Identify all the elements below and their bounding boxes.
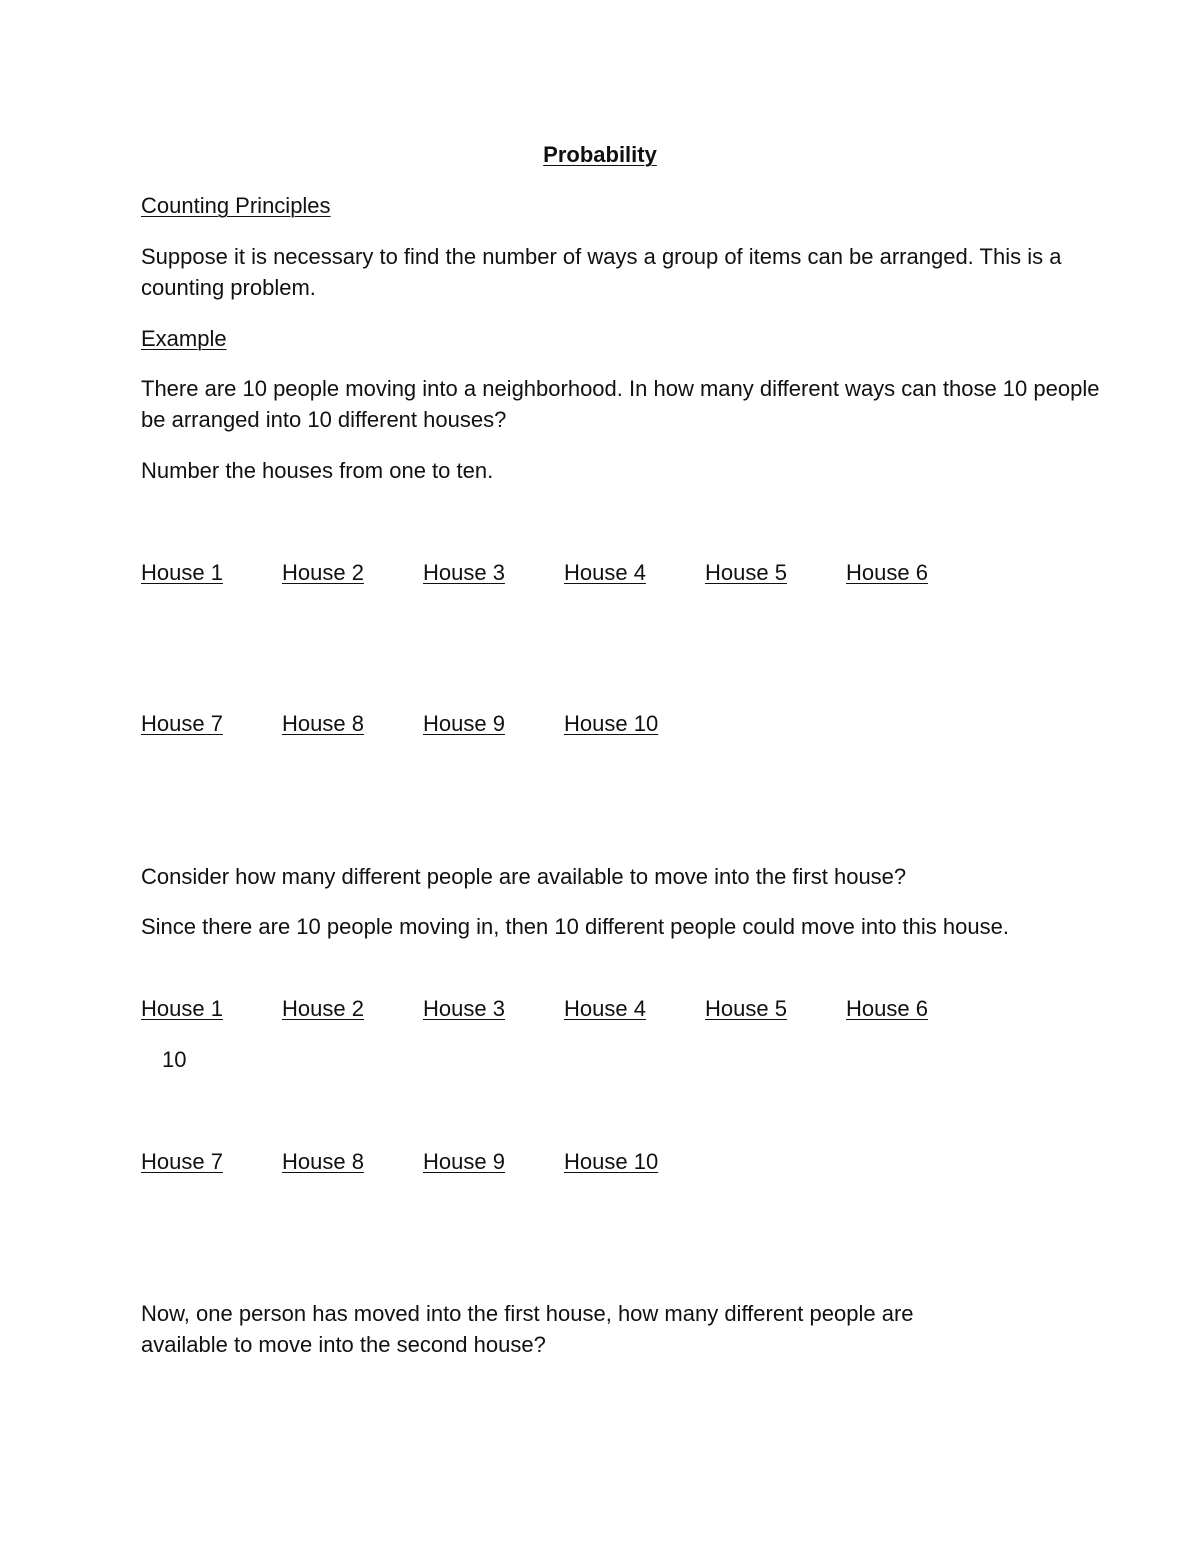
house-label: House 6 — [846, 560, 928, 585]
section-heading: Counting Principles — [141, 193, 331, 218]
house-label: House 2 — [282, 996, 364, 1021]
house-1-value: 10 — [162, 1047, 187, 1072]
example-heading: Example — [141, 326, 227, 351]
question-1: Consider how many different people are available to move into the first house? — [141, 864, 907, 889]
example-paragraph: There are 10 people moving into a neighborhood. In how many different ways can those 10 people be arranged into 10 different houses? — [141, 376, 1100, 432]
house-label: House 5 — [705, 996, 787, 1021]
house-label: House 2 — [282, 560, 364, 585]
house-label: House 10 — [564, 1149, 659, 1174]
house-label: House 3 — [423, 996, 505, 1021]
house-label: House 10 — [564, 711, 659, 736]
number-instruction: Number the houses from one to ten. — [141, 458, 494, 483]
house-label: House 1 — [141, 996, 223, 1021]
intro-paragraph: Suppose it is necessary to find the number of ways a group of items can be arranged. This is a counting problem. — [141, 244, 1062, 300]
house-label: House 9 — [423, 711, 505, 736]
house-label: House 8 — [282, 1149, 364, 1174]
house-label: House 7 — [141, 1149, 223, 1174]
house-label: House 4 — [564, 560, 646, 585]
house-label: House 1 — [141, 560, 223, 585]
answer-1: Since there are 10 people moving in, then 10 different people could move into this house. — [141, 914, 1009, 939]
house-label: House 6 — [846, 996, 928, 1021]
house-label: House 3 — [423, 560, 505, 585]
house-label: House 8 — [282, 711, 364, 736]
question-2: Now, one person has moved into the first house, how many different people are available to move into the second house? — [141, 1301, 914, 1357]
house-label: House 9 — [423, 1149, 505, 1174]
house-label: House 4 — [564, 996, 646, 1021]
page-title: Probability — [543, 142, 657, 167]
house-label: House 7 — [141, 711, 223, 736]
house-label: House 5 — [705, 560, 787, 585]
